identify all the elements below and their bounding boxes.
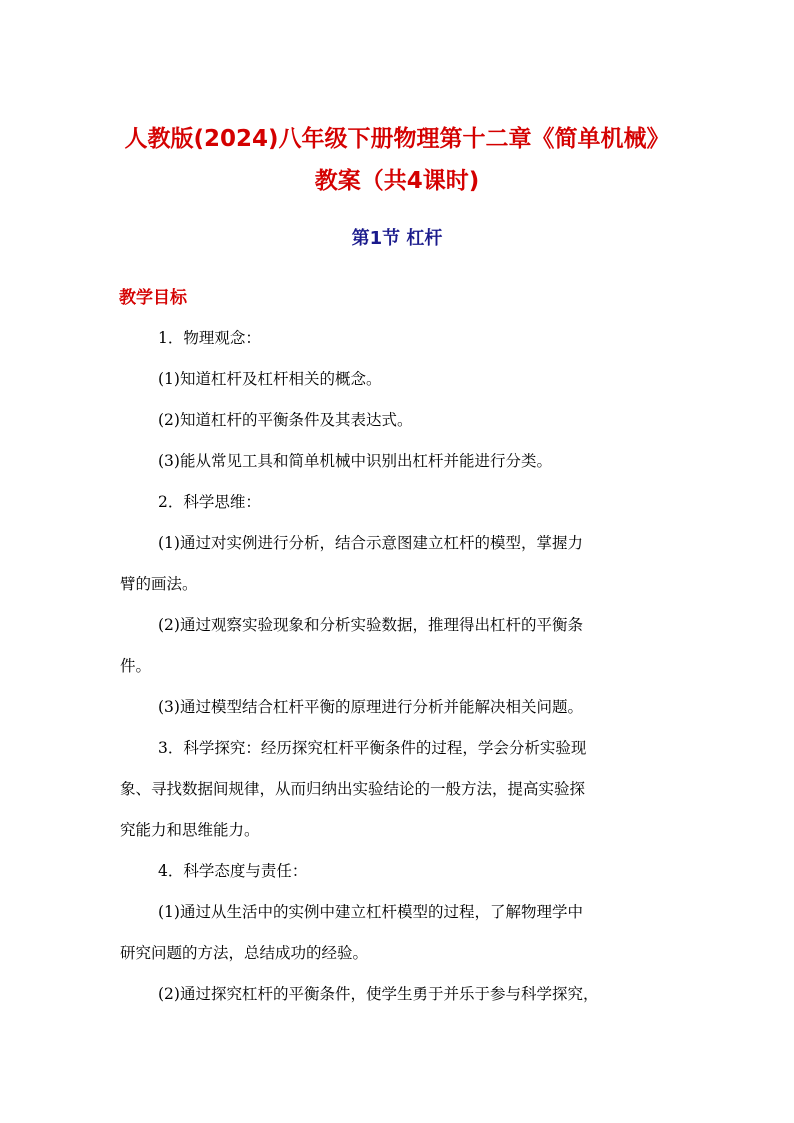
paragraph-line: 臂的画法。 bbox=[120, 575, 198, 593]
paragraph-line: 究能力和思维能力。 bbox=[120, 821, 260, 839]
section-title: 第1节 杠杆 bbox=[351, 228, 443, 249]
paragraph-line: 3．科学探究：经历探究杠杆平衡条件的过程，学会分析实验现 bbox=[158, 739, 587, 757]
paragraph-line: 象、寻找数据间规律，从而归纳出实验结论的一般方法，提高实验探 bbox=[120, 780, 586, 798]
paragraph-line: (2)通过探究杠杆的平衡条件，使学生勇于并乐于参与科学探究， bbox=[158, 985, 599, 1003]
paragraph-line: 1．物理观念： bbox=[158, 329, 261, 347]
paragraph-line: (3)通过模型结合杠杆平衡的原理进行分析并能解决相关问题。 bbox=[158, 698, 583, 716]
paragraph-line: (1)通过从生活中的实例中建立杠杆模型的过程，了解物理学中 bbox=[158, 903, 583, 921]
paragraph-line: 4．科学态度与责任： bbox=[158, 862, 308, 880]
teaching-objectives-heading: 教学目标 bbox=[119, 288, 187, 308]
document-title-line-2: 教案（共4课时) bbox=[314, 168, 480, 194]
document-title-line-1: 人教版(2024)八年级下册物理第十二章《简单机械》 bbox=[124, 126, 670, 152]
paragraph-line: 2．科学思维： bbox=[158, 493, 261, 511]
paragraph-line: (1)通过对实例进行分析，结合示意图建立杠杆的模型，掌握力 bbox=[158, 534, 583, 552]
paragraph-line: (3)能从常见工具和简单机械中识别出杠杆并能进行分类。 bbox=[158, 452, 552, 470]
paragraph-line: (2)知道杠杆的平衡条件及其表达式。 bbox=[158, 411, 413, 429]
paragraph-line: (2)通过观察实验现象和分析实验数据，推理得出杠杆的平衡条 bbox=[158, 616, 583, 634]
paragraph-line: 件。 bbox=[120, 657, 152, 675]
paragraph-line: (1)知道杠杆及杠杆相关的概念。 bbox=[158, 370, 382, 388]
paragraph-line: 研究问题的方法，总结成功的经验。 bbox=[120, 944, 369, 962]
